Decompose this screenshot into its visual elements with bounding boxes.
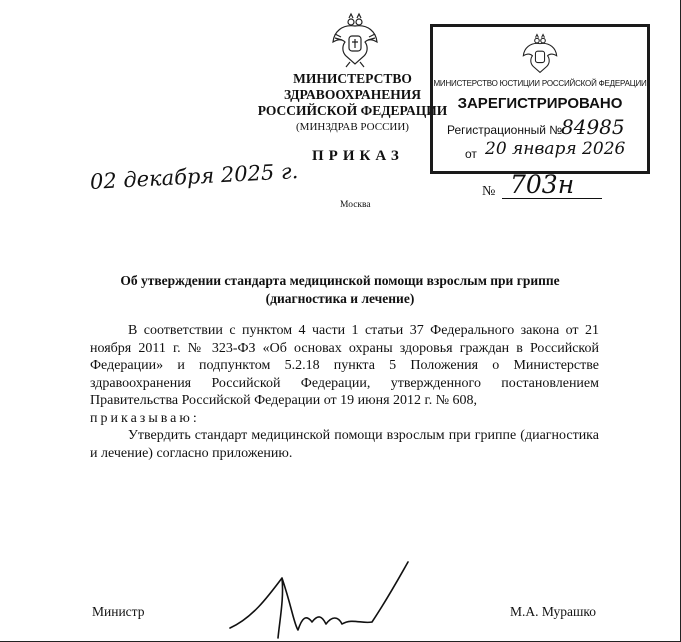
signature-icon [222, 558, 422, 642]
body-paragraph-1: В соответствии с пунктом 4 части 1 статьи 37 Федерального закона от 21 ноября 2011 г. № 323-ФЗ «Об основах охраны здоровья граждан в Российской Федерации» и подпунктом 5.2.18 пункта 5 Положения о Министерстве здравоохранения Российской Федерации, утвержденного постановлением Правительства Российской Федерации от 19 июня 2012 г. № 608, [90, 323, 599, 408]
stamp-registration-number: 84985 [561, 115, 625, 139]
stamp-registration-date: 20 января 2026 [485, 139, 626, 159]
document-type: ПРИКАЗ [312, 148, 404, 164]
order-body [90, 322, 599, 462]
coat-of-arms-icon [330, 12, 380, 70]
ministry-line-1: МИНИСТЕРСТВО ЗДРАВООХРАНЕНИЯ [283, 71, 422, 102]
city: Москва [340, 200, 371, 210]
stamp-coat-of-arms-icon [521, 33, 559, 77]
order-title [90, 272, 590, 308]
signer-role: Министр [92, 604, 145, 619]
stamp-registration-label: Регистрационный № [447, 123, 563, 137]
signer-name: М.А. Мурашко [510, 604, 597, 619]
stamp-from-label: от [465, 147, 477, 161]
order-number: 703н [510, 170, 575, 199]
order-word: приказываю: [90, 410, 200, 426]
registration-stamp [430, 24, 650, 174]
body-paragraph-2: Утвердить стандарт медицинской помощи взрослым при гриппе (диагностика и лечение) согласно приложению. [90, 428, 599, 461]
stamp-registered-label: ЗАРЕГИСТРИРОВАНО [457, 95, 623, 112]
ministry-line-2: РОССИЙСКОЙ ФЕДЕРАЦИИ [257, 103, 448, 118]
stamp-department: МИНИСТЕРСТВО ЮСТИЦИИ РОССИЙСКОЙ ФЕДЕРАЦИИ [433, 79, 647, 88]
order-number-label: № [482, 184, 496, 199]
ministry-abbreviation: (МИНЗДРАВ РОССИИ) [296, 121, 409, 133]
order-title-line-1: Об утверждении стандарта медицинской помощи взрослым при гриппе [120, 273, 560, 288]
order-date: 02 декабря 2025 г. [89, 159, 299, 194]
order-title-line-2: (диагностика и лечение) [265, 291, 415, 306]
